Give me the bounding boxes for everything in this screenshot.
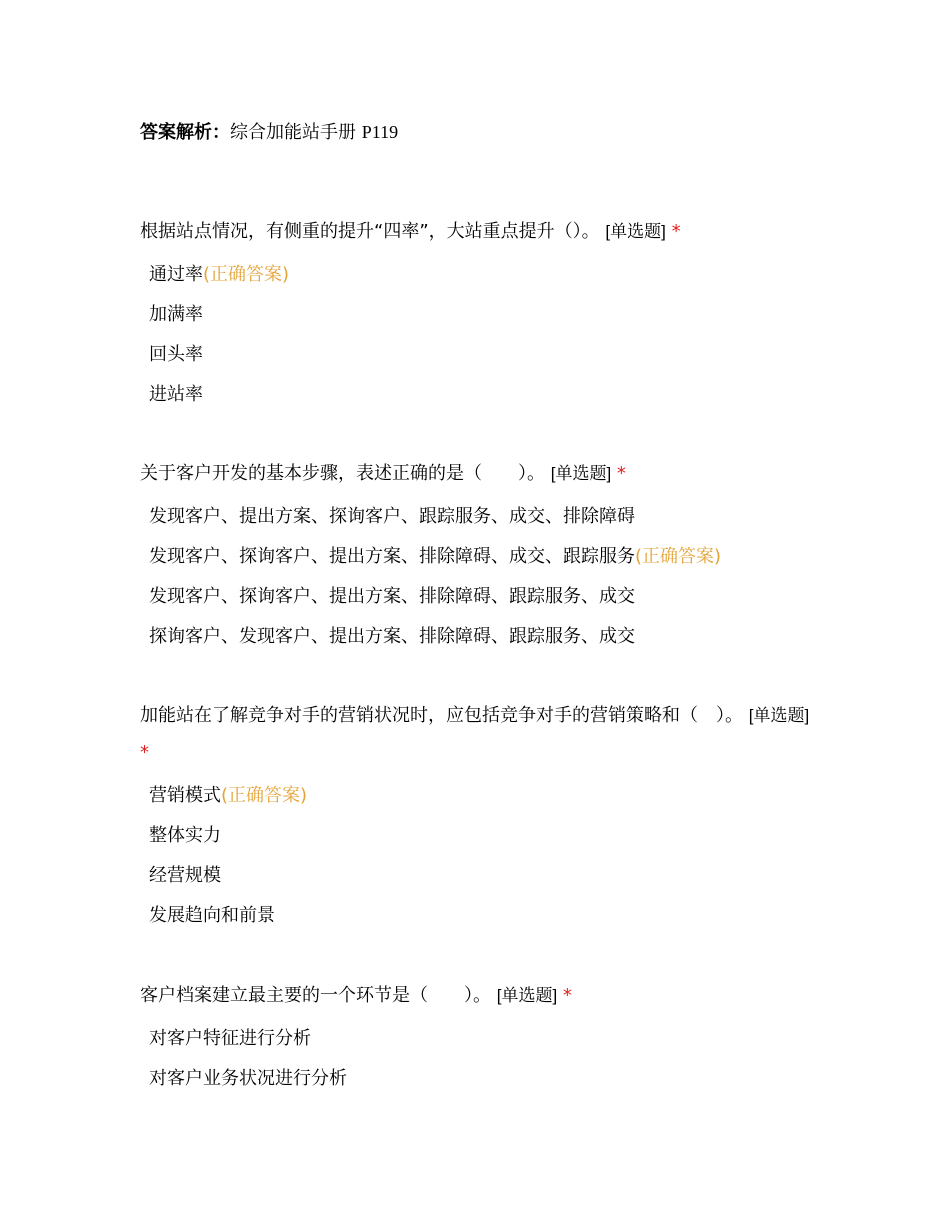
option-item[interactable] xyxy=(140,335,810,375)
option-item[interactable] xyxy=(140,856,810,896)
option-text: 回头率 xyxy=(149,344,203,365)
option-text: 发现客户、提出方案、探询客户、跟踪服务、成交、排除障碍 xyxy=(149,506,635,527)
option-item[interactable] xyxy=(140,375,810,415)
option-text: 对客户特征进行分析 xyxy=(149,1028,311,1049)
option-text: 探询客户、发现客户、提出方案、排除障碍、跟踪服务、成交 xyxy=(149,626,635,647)
option-list xyxy=(140,255,810,415)
option-item[interactable] xyxy=(140,497,810,537)
question-type: [单选题] xyxy=(496,986,558,1005)
analysis-page-ref: P119 xyxy=(361,122,399,142)
answer-analysis xyxy=(140,118,398,147)
question-type: [单选题] xyxy=(605,222,666,241)
option-text: 进站率 xyxy=(149,384,203,405)
correct-answer-tag: (正确答案) xyxy=(203,264,290,285)
correct-answer-tag: (正确答案) xyxy=(221,785,308,806)
option-text: 发现客户、探询客户、提出方案、排除障碍、跟踪服务、成交 xyxy=(149,586,635,607)
option-item[interactable] xyxy=(140,896,810,936)
option-text: 加满率 xyxy=(149,304,203,325)
question-stem-text: 根据站点情况，有侧重的提升“四率”，大站重点提升（）。 xyxy=(140,221,600,242)
option-list xyxy=(140,776,810,936)
option-item[interactable] xyxy=(140,577,810,617)
option-text: 通过率 xyxy=(149,264,203,285)
option-item[interactable] xyxy=(140,816,810,856)
question-2 xyxy=(140,455,810,657)
question-stem-text: 关于客户开发的基本步骤，表述正确的是（ ）。 xyxy=(140,463,545,484)
question-stem-text: 客户档案建立最主要的一个环节是（ ）。 xyxy=(140,985,491,1006)
option-item[interactable] xyxy=(140,1059,810,1099)
required-mark: * xyxy=(140,742,149,763)
question-type: [单选题] xyxy=(748,706,810,725)
option-item[interactable] xyxy=(140,255,810,295)
question-stem xyxy=(140,697,810,771)
option-text: 发现客户、探询客户、提出方案、排除障碍、成交、跟踪服务 xyxy=(149,546,635,567)
option-list xyxy=(140,497,810,657)
question-3 xyxy=(140,697,810,936)
required-mark: * xyxy=(562,985,572,1006)
question-1 xyxy=(140,213,810,415)
option-item[interactable] xyxy=(140,776,810,816)
question-stem xyxy=(140,977,810,1014)
option-item[interactable] xyxy=(140,295,810,335)
option-item[interactable] xyxy=(140,537,810,577)
question-stem xyxy=(140,213,810,250)
required-mark: * xyxy=(671,221,681,242)
option-text: 整体实力 xyxy=(149,825,221,846)
option-text: 发展趋向和前景 xyxy=(149,905,275,926)
question-type: [单选题] xyxy=(550,464,612,483)
option-text: 营销模式 xyxy=(149,785,221,806)
option-text: 经营规模 xyxy=(149,865,221,886)
option-list xyxy=(140,1019,810,1099)
correct-answer-tag: (正确答案) xyxy=(635,546,722,567)
question-4 xyxy=(140,977,810,1099)
option-item[interactable] xyxy=(140,1019,810,1059)
option-text: 对客户业务状况进行分析 xyxy=(149,1068,347,1089)
analysis-label: 答案解析： xyxy=(140,122,230,143)
question-stem-text: 加能站在了解竞争对手的营销状况时，应包括竞争对手的营销策略和（ ）。 xyxy=(140,705,743,726)
option-item[interactable] xyxy=(140,617,810,657)
required-mark: * xyxy=(616,463,626,484)
question-stem xyxy=(140,455,810,492)
analysis-text: 综合加能站手册 xyxy=(230,122,362,143)
